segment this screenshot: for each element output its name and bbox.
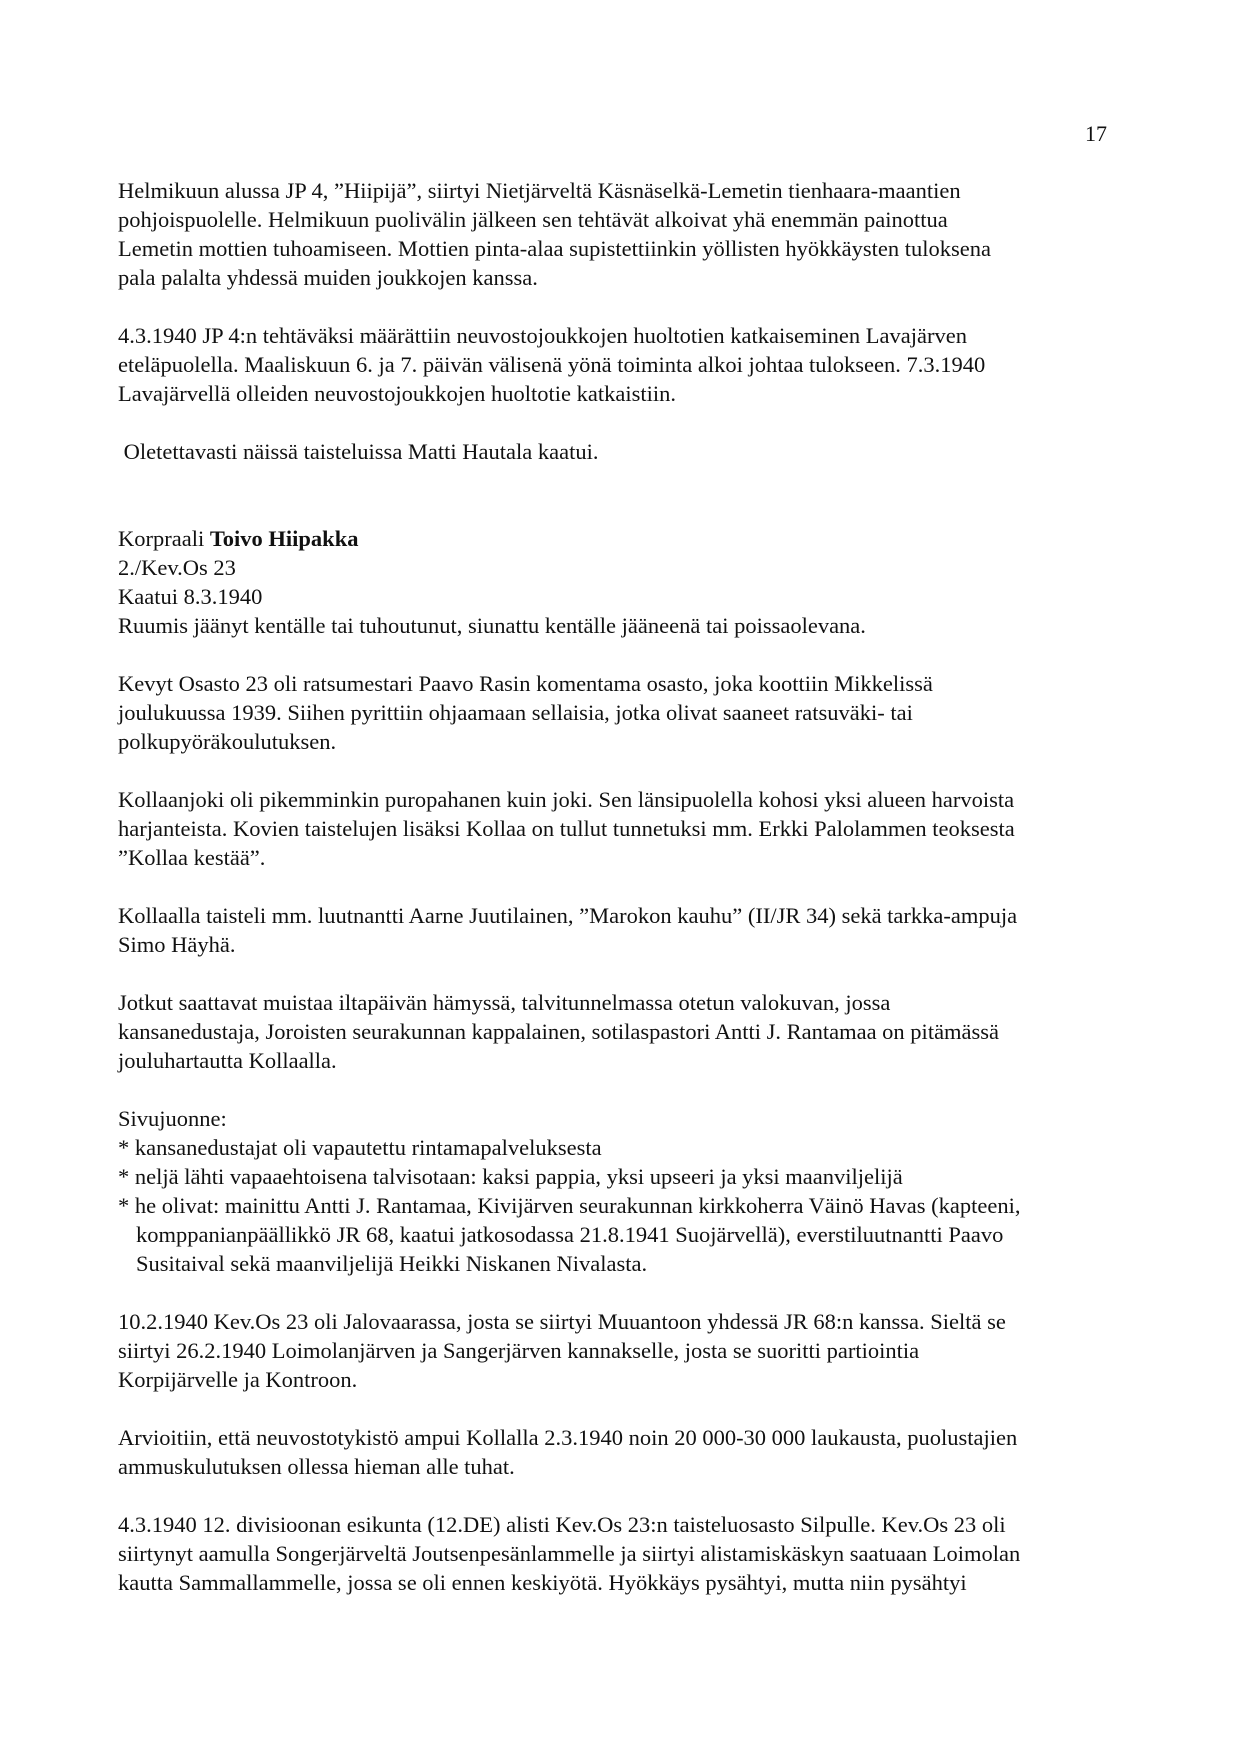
- text-line: 4.3.1940 JP 4:n tehtäväksi määrättiin neuvostojoukkojen huoltotien katkaiseminen Lavajärven: [118, 323, 967, 348]
- text-line: Korpijärvelle ja Kontroon.: [118, 1367, 358, 1392]
- text-line: Helmikuun alussa JP 4, ”Hiipijä”, siirtyi Nietjärveltä Käsnäselkä-Lemetin tienhaara-maantien: [118, 178, 961, 203]
- person-rank: Korpraali: [118, 526, 210, 551]
- text-line: jouluhartautta Kollaalla.: [118, 1048, 337, 1073]
- bullet-item: * he olivat: mainittu Antti J. Rantamaa, Kivijärven seurakunnan kirkkoherra Väinö Havas (kapteeni,: [118, 1193, 1021, 1218]
- text-line: Arvioitiin, että neuvostotykistö ampui Kollalla 2.3.1940 noin 20 000-30 000 laukausta, puolustajien: [118, 1425, 1018, 1450]
- person-name: Toivo Hiipakka: [209, 526, 359, 551]
- text-line: harjanteista. Kovien taistelujen lisäksi Kollaa on tullut tunnetuksi mm. Erkki Palolammen teoksesta: [118, 816, 1015, 841]
- paragraph-kevyt-osasto: [118, 669, 1128, 756]
- text-line: eteläpuolella. Maaliskuun 6. ja 7. päivän välisenä yönä toiminta alkoi johtaa tulokseen. 7.3.1940: [118, 352, 986, 377]
- paragraph-photo: [118, 988, 1128, 1075]
- text-line: pala palalta yhdessä muiden joukkojen kanssa.: [118, 265, 538, 290]
- person-entry: [118, 524, 1128, 640]
- text-line: pohjoispuolelle. Helmikuun puolivälin jälkeen sen tehtävät alkoivat yhä enemmän painottua: [118, 207, 948, 232]
- paragraph-kollaalla: [118, 901, 1128, 959]
- paragraph-jp4-march: [118, 321, 1128, 408]
- paragraph-artillery: [118, 1423, 1128, 1481]
- bullet-continuation: Susitaival sekä maanviljelijä Heikki Niskanen Nivalasta.: [136, 1251, 648, 1276]
- text-line: siirtynyt aamulla Songerjärveltä Joutsenpesänlammelle ja siirtyi alistamiskäskyn saatuaan Loimolan: [118, 1541, 1021, 1566]
- text-line: Kollaalla taisteli mm. luutnantti Aarne Juutilainen, ”Marokon kauhu” (II/JR 34) sekä tarkka-ampuja: [118, 903, 1018, 928]
- text-line: Lavajärvellä olleiden neuvostojoukkojen huoltotie katkaistiin.: [118, 381, 676, 406]
- paragraph-kollaanjoki: [118, 785, 1128, 872]
- text-line: ”Kollaa kestää”.: [118, 845, 266, 870]
- text-line: Simo Häyhä.: [118, 932, 236, 957]
- person-remains: Ruumis jäänyt kentälle tai tuhoutunut, siunattu kentälle jääneenä tai poissaolevana.: [118, 613, 866, 638]
- paragraph-division: [118, 1510, 1128, 1597]
- text-line: ammuskulutuksen ollessa hieman alle tuhat.: [118, 1454, 515, 1479]
- text-line: kautta Sammallammelle, jossa se oli ennen keskiyötä. Hyökkäys pysähtyi, mutta niin pysähtyi: [118, 1570, 967, 1595]
- bullet-item: * neljä lähti vapaaehtoisena talvisotaan: kaksi pappia, yksi upseeri ja yksi maanviljelijä: [118, 1164, 903, 1189]
- side-note: [118, 1104, 1128, 1278]
- side-note-heading: Sivujuonne:: [118, 1106, 227, 1131]
- text-line: polkupyöräkoulutuksen.: [118, 729, 337, 754]
- paragraph-jp4-february: [118, 176, 1128, 292]
- text-line: joulukuussa 1939. Siihen pyrittiin ohjaamaan sellaisia, jotka olivat saaneet ratsuväki- tai: [118, 700, 913, 725]
- paragraph-hautala: [118, 437, 1128, 466]
- person-unit: 2./Kev.Os 23: [118, 555, 236, 580]
- text-line: siirtyi 26.2.1940 Loimolanjärven ja Sangerjärven kannakselle, josta se suoritti partiointia: [118, 1338, 920, 1363]
- text-line: Kollaanjoki oli pikemminkin puropahanen kuin joki. Sen länsipuolella kohosi yksi alueen harvoista: [118, 787, 1015, 812]
- page-number: 17: [1085, 121, 1107, 146]
- person-heading: [118, 524, 1128, 553]
- paragraph-jalovaara: [118, 1307, 1128, 1394]
- bullet-continuation: komppanianpäällikkö JR 68, kaatui jatkosodassa 21.8.1941 Suojärvellä), everstiluutnantti Paavo: [136, 1222, 1004, 1247]
- text-line: Lemetin mottien tuhoamiseen. Mottien pinta-alaa supistettiinkin yöllisten hyökkäysten tuloksena: [118, 236, 991, 261]
- bullet-item: * kansanedustajat oli vapautettu rintamapalveluksesta: [118, 1135, 602, 1160]
- blank-line: [118, 495, 1128, 524]
- text-line: Kevyt Osasto 23 oli ratsumestari Paavo Rasin komentama osasto, joka koottiin Mikkelissä: [118, 671, 933, 696]
- text-line: 4.3.1940 12. divisioonan esikunta (12.DE) alisti Kev.Os 23:n taisteluosasto Silpulle. Kev.Os 23 oli: [118, 1512, 1006, 1537]
- text-line: 10.2.1940 Kev.Os 23 oli Jalovaarassa, josta se siirtyi Muuantoon yhdessä JR 68:n kanssa. Sieltä se: [118, 1309, 1006, 1334]
- document-body: [118, 176, 1128, 1626]
- person-death-date: Kaatui 8.3.1940: [118, 584, 263, 609]
- text-line: Oletettavasti näissä taisteluissa Matti Hautala kaatui.: [118, 439, 599, 464]
- text-line: Jotkut saattavat muistaa iltapäivän hämyssä, talvitunnelmassa otetun valokuvan, jossa: [118, 990, 891, 1015]
- text-line: kansanedustaja, Joroisten seurakunnan kappalainen, sotilaspastori Antti J. Rantamaa on pitämässä: [118, 1019, 1000, 1044]
